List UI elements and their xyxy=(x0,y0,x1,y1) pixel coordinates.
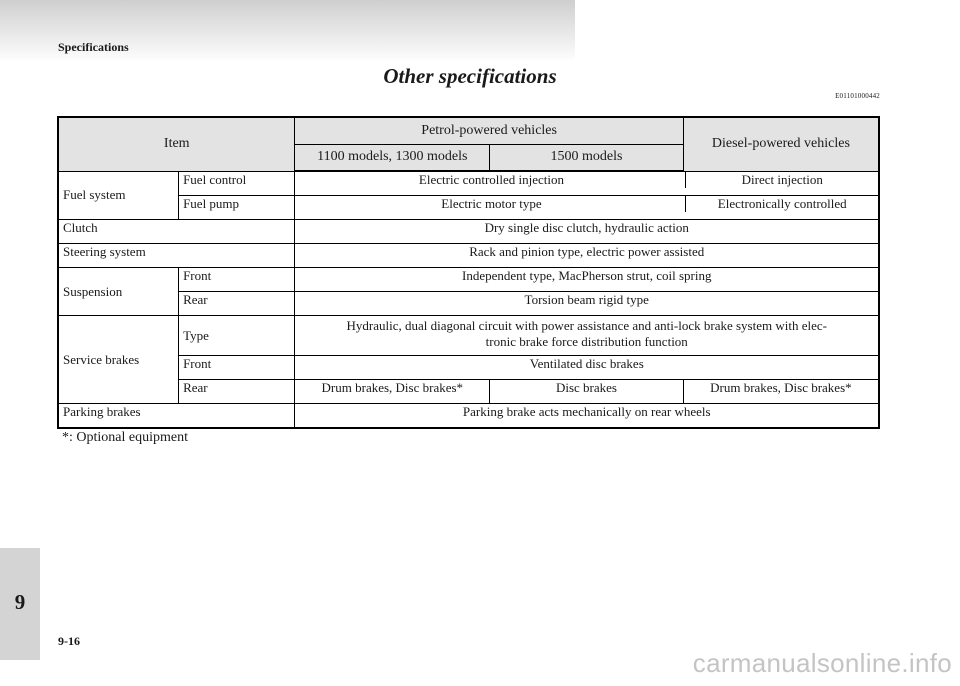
suspension-rear-value: Torsion beam rigid type xyxy=(295,292,879,316)
header-row xyxy=(58,117,879,144)
row-sublabel-suspension-rear: Rear xyxy=(179,292,295,316)
steering-value: Rack and pinion type, electric power assisted xyxy=(295,244,879,268)
suspension-front-value: Independent type, MacPherson strut, coil spring xyxy=(295,268,879,292)
table-row xyxy=(58,220,879,244)
table-row xyxy=(58,196,879,220)
row-label-service-brakes: Service brakes xyxy=(58,316,179,404)
row-sublabel-brakes-type: Type xyxy=(179,316,295,356)
row-sublabel-fuel-pump: Fuel pump xyxy=(179,196,295,220)
header-item: Item xyxy=(58,117,295,171)
fuel-control-petrol: Electric controlled injection xyxy=(418,172,565,187)
row-label-parking-brakes: Parking brakes xyxy=(58,404,295,429)
row-sublabel-brakes-front: Front xyxy=(179,356,295,380)
header-diesel: Diesel-powered vehicles xyxy=(683,117,879,171)
footnote: *: Optional equipment xyxy=(62,430,188,445)
watermark: carmanualsonline.info xyxy=(692,648,952,678)
header-petrol-1500: 1500 models xyxy=(490,144,684,171)
clutch-value: Dry single disc clutch, hydraulic action xyxy=(295,220,879,244)
table-row xyxy=(58,356,879,380)
brakes-rear-petrol-1500: Disc brakes xyxy=(490,380,684,404)
header-petrol: Petrol-powered vehicles xyxy=(295,117,683,144)
running-head: Specifications xyxy=(58,40,129,54)
page-number: 9-16 xyxy=(58,634,80,648)
row-label-clutch: Clutch xyxy=(58,220,295,244)
fuel-pump-diesel: Electronically controlled xyxy=(685,196,878,212)
chapter-number: 9 xyxy=(14,590,26,614)
brakes-type-line2: tronic brake force distribution function xyxy=(485,334,688,349)
row-sublabel-brakes-rear: Rear xyxy=(179,380,295,404)
page-title: Other specifications xyxy=(383,64,557,88)
table-row xyxy=(58,316,879,356)
fuel-pump-petrol: Electric motor type xyxy=(441,196,542,211)
parking-brakes-value: Parking brake acts mechanically on rear wheels xyxy=(295,404,879,429)
table-row xyxy=(58,404,879,429)
table-row xyxy=(58,244,879,268)
table-row xyxy=(58,171,879,196)
brakes-front-value: Ventilated disc brakes xyxy=(295,356,879,380)
table-row xyxy=(58,380,879,404)
row-sublabel-fuel-control: Fuel control xyxy=(179,171,295,196)
table-row xyxy=(58,292,879,316)
header-petrol-1100-1300: 1100 models, 1300 models xyxy=(295,144,490,171)
row-label-suspension: Suspension xyxy=(58,268,179,316)
document-code: E01101000442 xyxy=(835,92,880,100)
table-row xyxy=(58,268,879,292)
brakes-type-line1: Hydraulic, dual diagonal circuit with power assistance and anti-lock brake system with elec- xyxy=(346,318,827,333)
row-label-fuel-system: Fuel system xyxy=(58,171,179,220)
brakes-rear-diesel: Drum brakes, Disc brakes* xyxy=(683,380,879,404)
specifications-table xyxy=(57,116,880,429)
fuel-control-diesel: Direct injection xyxy=(685,172,878,188)
row-label-steering: Steering system xyxy=(58,244,295,268)
brakes-rear-petrol-1100-1300: Drum brakes, Disc brakes* xyxy=(295,380,490,404)
row-sublabel-suspension-front: Front xyxy=(179,268,295,292)
